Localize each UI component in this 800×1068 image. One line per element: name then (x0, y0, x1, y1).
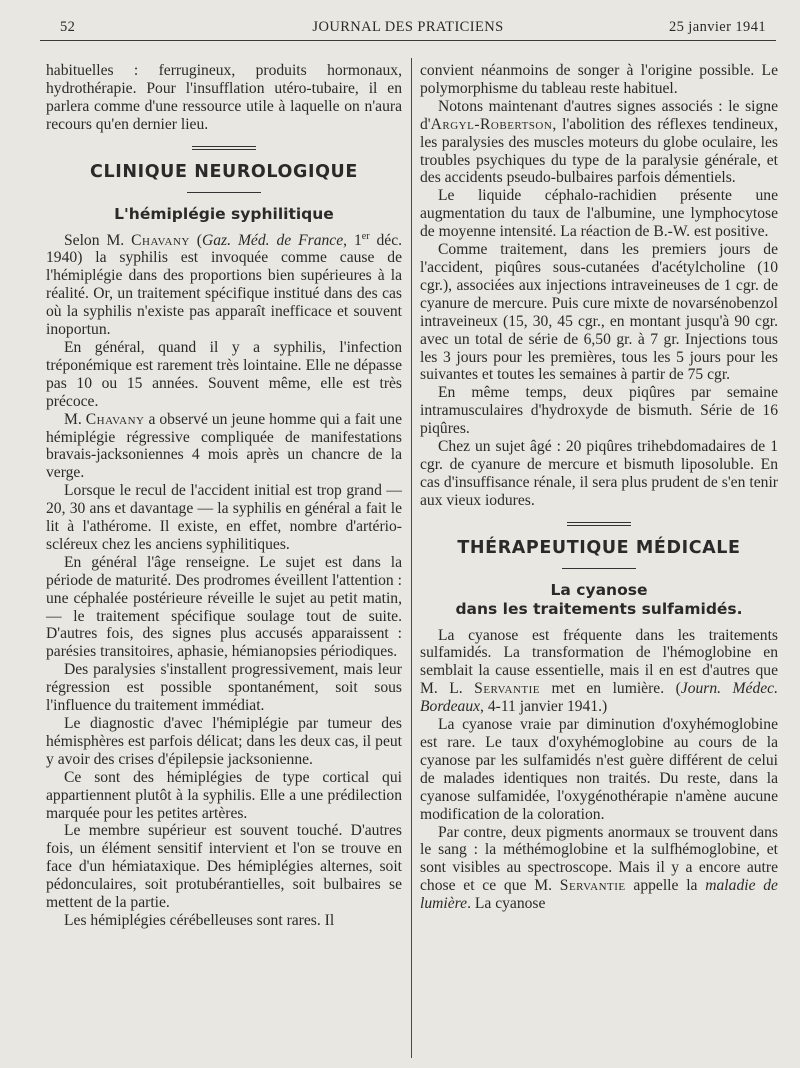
emphasized-term: maladie de lumière (420, 877, 778, 913)
page-header (40, 14, 776, 41)
paragraph: M. Chavany a observé un jeune homme qui a fait une hémiplégie régressive compliquée de manifestations bravais-jacksoniennes 4 mois après un chancre de la verge. (46, 410, 402, 482)
author-name: Chavany (85, 410, 145, 428)
double-rule (567, 522, 631, 526)
paragraph: Les hémiplégies cérébelleuses sont rares. Il (64, 911, 335, 929)
paragraph: En général, quand il y a syphilis, l'infection tréponémique est rarement très lointaine. Elle ne dépasse pas 10 ou 15 années. Souvent même, elle est très précoce. (46, 338, 402, 410)
eponym-name: Argyl-Robertson (430, 115, 553, 133)
paragraph: Le diagnostic d'avec l'hémiplégie par tumeur des hémisphères est parfois délicat; dans les deux cas, il peut y avoir des crises d'épilepsie jacksonienne. (46, 715, 402, 768)
paragraph: Le membre supérieur est souvent touché. D'autres fois, un élément sensitif intervient et l'on se trouve en face d'un hémiataxique. Des hémiplégies alternes, soit pédonculaires, soit protubérantielles, soit bulbaires se mettent de la partie. (46, 822, 402, 912)
continued-paragraph: convient néanmoins de songer à l'origine possible. Le polymorphisme du tableau reste habituel. (420, 62, 778, 97)
source-citation: Journ. Médec. Bordeaux (420, 680, 778, 716)
paragraph: Comme traitement, dans les premiers jours de l'accident, piqûres sous-cutanées d'acétylcholine (10 cgr.), associées aux injections intraveineuses de 1 cgr. de cyanure de mercure. Puis cure mixte de novarsénobenzol intraveineux (15, 30, 45 cgr., en montant jusqu'à 90 cgr. avec un total de série de 6,50 gr. à 7 gr. Injections tous les 3 jours pour les premières, tous les 5 jours pour les suivantes et toutes les semaines à partir de 75 cgr. (420, 241, 778, 384)
paragraph: La cyanose vraie par diminution d'oxyhémoglobine est rare. Le taux d'oxyhémoglobine au cours de la cyanose par les sulfamidés n'est guère différent de celui de malades identiques non traités. Du reste, dans la cyanose sulfamidée, l'oxygénothérapie n'amène aucune modification de la coloration. (420, 716, 778, 823)
paragraph: Ce sont des hémiplégies de type cortical qui appartiennent plutôt à la syphilis. Elle a une prédilection marquée pour les petites artères. (46, 768, 402, 822)
column-divider (411, 58, 412, 1058)
section-title-neurologie: CLINIQUE NEUROLOGIQUE (90, 161, 358, 182)
left-column (46, 62, 402, 930)
paragraph: Lorsque le recul de l'accident initial est trop grand — 20, 30 ans et davantage — la syphilis en général a fait le lit à l'athérome. Il existe, en effet, nombre d'artério-scléreux chez les anciens syphilitiques. (46, 482, 402, 553)
paragraph: Selon M. Chavany (Gaz. Méd. de France, 1er déc. 1940) la syphilis est invoquée comme cause de l'hémiplégie dans des proportions bien supérieures à la réalité. Or, un traitement spécifique institué dans des cas où la syphilis n'existe pas apparaît inefficace et souvent inoportun. (46, 230, 403, 339)
article-title-cyanose: La cyanose dans les traitements sulfamidés. (455, 580, 743, 618)
article-title-hemiplegie: L'hémiplégie syphilitique (114, 204, 334, 223)
journal-title: JOURNAL DES PRATICIENS (312, 19, 504, 35)
paragraph: Chez un sujet âgé : 20 piqûres trihebdomadaires de 1 cgr. de cyanure de mercure et bismuth liposoluble. En cas d'insuffisance rénale, il sera plus prudent de s'en tenir aux vieux iodures. (420, 438, 778, 509)
author-name: Servantie (474, 680, 541, 698)
paragraph: Le liquide céphalo-rachidien présente une augmentation du taux de l'albumine, une lymphocytose de moyenne intensité. La réaction de B.-W. est positive. (420, 187, 778, 241)
paragraph: En général l'âge renseigne. Le sujet est dans la période de maturité. Des prodromes éveillent l'attention : une céphalée postérieure réveille le sujet au petit matin, — le traitement spécifique soulage tout de suite. D'autres fois, des signes plus accusés apparaissent : parésies transitoires, aphasie, hémianopsies périodiques. (46, 553, 402, 661)
author-name: Servantie (559, 877, 626, 895)
paragraph: La cyanose est fréquente dans les traitements sulfamidés. La transformation de l'hémoglobine en semblait la cause essentielle, mais il en est d'autres que M. L. Servantie met en lumière. (Journ. Médec. Bordeaux, 4-11 janvier 1941.) (420, 626, 778, 716)
page-number: 52 (60, 19, 76, 35)
continued-paragraph: habituelles : ferrugineux, produits hormonaux, hydrothérapie. Pour l'insufflation utéro-tubaire, il en parlera comme d'une ressource utile à laquelle on n'aura recours qu'en dernier lieu. (46, 62, 402, 133)
paragraph: Par contre, deux pigments anormaux se trouvent dans le sang : la méthémoglobine et la sulfhémoglobine, et sont visibles au spectroscope. Mais il y a encore autre chose et ce que M. Servantie appelle la maladie de lumière. La cyanose (420, 823, 778, 913)
author-name: Chavany (131, 231, 190, 249)
right-column (420, 62, 778, 913)
double-rule (192, 146, 256, 150)
section-title-therapeutique: THÉRAPEUTIQUE MÉDICALE (457, 537, 741, 558)
single-rule (187, 192, 261, 193)
single-rule (562, 568, 636, 569)
source-citation: Gaz. Méd. de France (202, 231, 344, 249)
issue-date: 25 janvier 1941 (668, 19, 766, 35)
paragraph: Notons maintenant d'autres signes associés : le signe d'Argyl-Robertson, l'abolition des réflexes tendineux, les paralysies des muscles moteurs du globe oculaire, les troubles psychiques du type de la paralysie générale, et des accidents pseudo-bulbaires parfois démentiels. (420, 97, 778, 187)
paragraph: Des paralysies s'installent progressivement, mais leur régression est possible spontanément, soit sous l'influence du traitement immédiat. (46, 661, 402, 715)
paragraph: En même temps, deux piqûres par semaine intramusculaires d'hydroxyde de bismuth. Série de 16 piqûres. (420, 384, 778, 438)
